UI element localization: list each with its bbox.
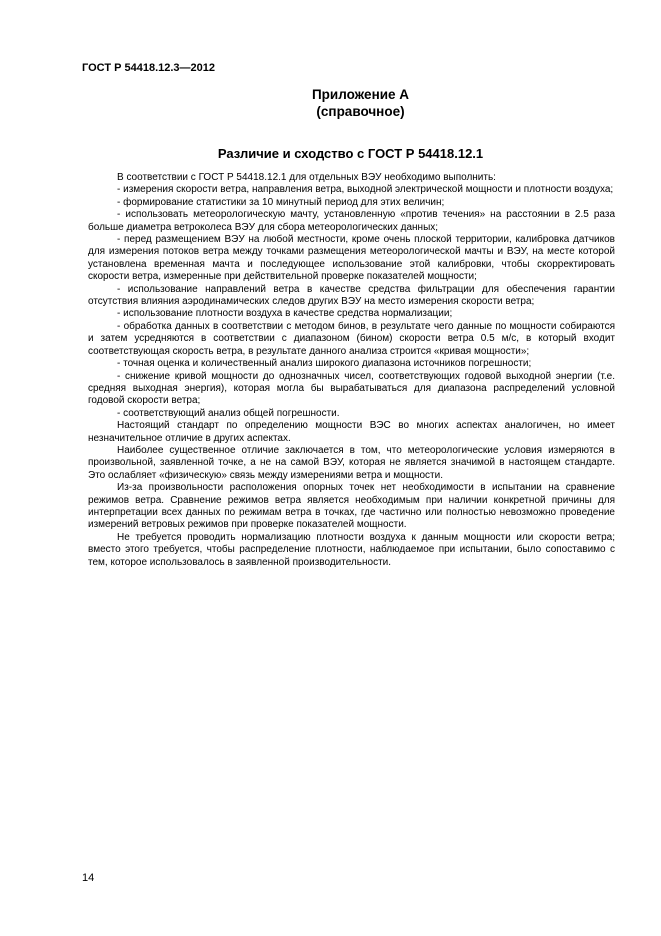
- paragraph: Наиболее существенное отличие заключается в том, что метеорологические условия измеряются в произвольной, заявленной точке, а не на самой ВЭУ, которая не является значимой в настоящем стандарте. Это ослабляет «физическую» связь между измерениями ветра и мощности.: [88, 444, 615, 481]
- paragraph: - перед размещением ВЭУ на любой местности, кроме очень плоской территории, калибровка датчиков для измерения потоков ветра между точками размещения метеорологической мачты и ВЭУ, на месте которой установлена временная мачта и последующее использование этой калибровки, чтобы скорректировать скорости ветра, измеренные при действительной проверке показателей мощности;: [88, 234, 615, 283]
- appendix-subtitle: (справочное): [316, 104, 405, 119]
- paragraph: Из-за произвольности расположения опорных точек нет необходимости в испытании на сравнение режимов ветра. Сравнение режимов ветра является необходимым при наличии конкретной причины для интерпретации всех данных по режимам ветра в точках, где частично или полностью невозможно проведение измерений ветровых режимов при проверке показателей мощности.: [88, 482, 615, 531]
- paragraph: Настоящий стандарт по определению мощности ВЭС во многих аспектах аналогичен, но имеет незначительное отличие в других аспектах.: [88, 420, 615, 444]
- appendix-heading: [0, 86, 661, 120]
- paragraph: В соответствии с ГОСТ Р 54418.12.1 для отдельных ВЭУ необходимо выполнить:: [117, 172, 496, 183]
- page-number: 14: [82, 872, 95, 884]
- paragraph: - снижение кривой мощности до однозначных чисел, соответствующих годовой выходной энергии (т.е. средняя выходная энергия), которая могла бы вырабатываться для диапазона распределений условной годовой скорости ветра;: [88, 370, 615, 407]
- paragraph: - измерения скорости ветра, направления ветра, выходной электрической мощности и плотности воздуха;: [117, 184, 614, 196]
- paragraph: - обработка данных в соответствии с методом бинов, в результате чего данные по мощности собираются и затем усредняются в соответствии с диапазоном (бином) скорости ветра 0.5 м/с, в который входит соответствующая скорость ветра, в результате данного анализа строится «кривая мощности»;: [88, 320, 615, 357]
- paragraph: - использовать метеорологическую мачту, установленную «против течения» на расстоянии в 2.5 раза больше диаметра ветроколеса ВЭУ для сбора метеорологических данных;: [88, 209, 615, 233]
- paragraph: - соответствующий анализ общей погрешности.: [117, 407, 340, 419]
- document-id: ГОСТ Р 54418.12.3—2012: [82, 62, 216, 74]
- section-title: [0, 146, 661, 161]
- paragraph: - использование плотности воздуха в качестве средства нормализации;: [117, 308, 453, 320]
- paragraph: Не требуется проводить нормализацию плотности воздуха к данным мощности или скорости ветра; вместо этого требуется, чтобы распределение плотности, наблюдаемое при испытании, было сопоставимо с тем, которое использовалось в заявленной производительности.: [88, 531, 615, 568]
- paragraph: - формирование статистики за 10 минутный период для этих величин;: [117, 196, 445, 208]
- document-body: [88, 172, 615, 569]
- paragraph: - использование направлений ветра в качестве средства фильтрации для обеспечения гарантии отсутствия влияния аэродинамических следов других ВЭУ на место измерения скорости ветра;: [88, 283, 615, 308]
- paragraph: - точная оценка и количественный анализ широкого диапазона источников погрешности;: [117, 358, 532, 370]
- section-title-text: Различие и сходство с ГОСТ Р 54418.12.1: [217, 146, 484, 161]
- appendix-title: Приложение А: [311, 87, 410, 102]
